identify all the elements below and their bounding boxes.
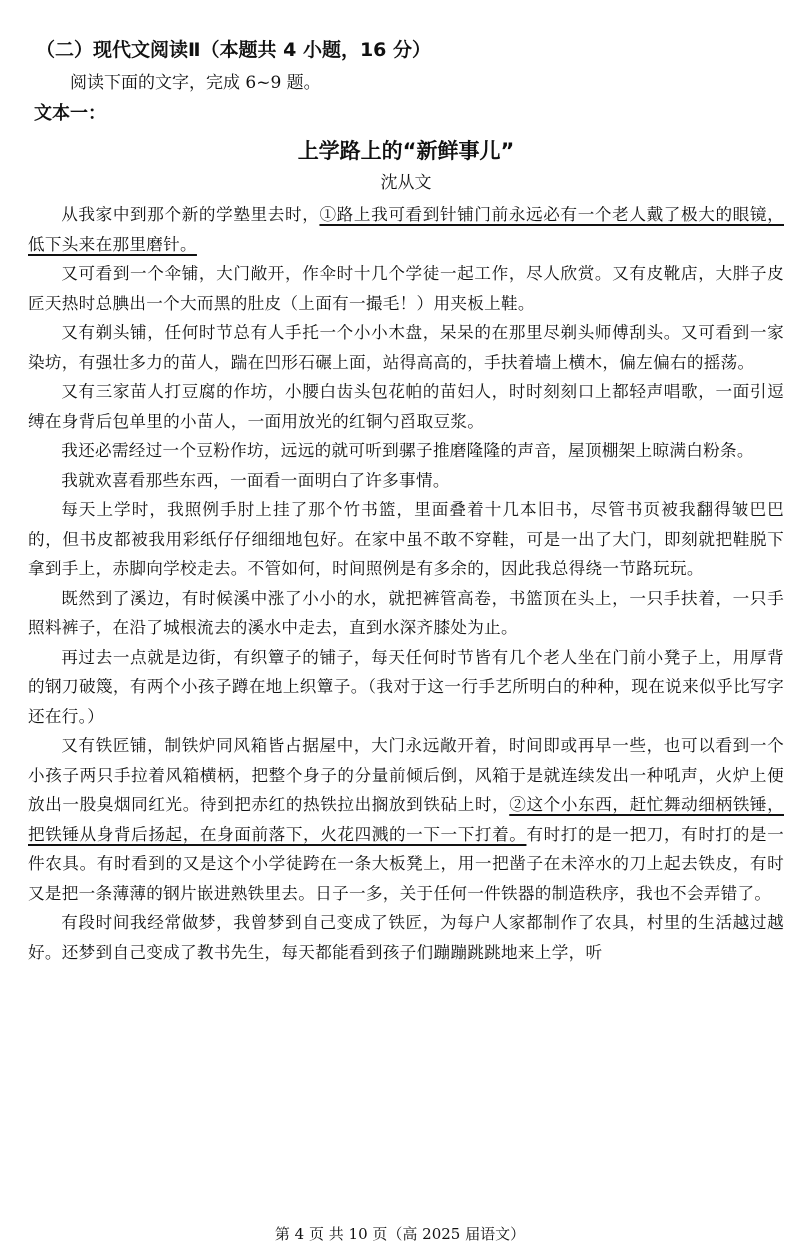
article-paragraph (28, 908, 784, 967)
article-paragraph (28, 495, 784, 584)
paragraph-text: 我就欢喜看那些东西，一面看一面明白了许多事情。 (61, 470, 450, 490)
article-paragraph (28, 377, 784, 436)
paragraph-text: 又可看到一个伞铺，大门敞开，作伞时十几个学徒一起工作，尽人欣赏。又有皮靴店，大胖子皮匠天热时总腆出一个大而黑的肚皮（上面有一撮毛！）用夹板上鞋。 (28, 264, 784, 313)
section-header: （二）现代文阅读Ⅱ（本题共 4 小题，16 分） (36, 39, 432, 61)
article-paragraph (28, 466, 784, 496)
paragraph-text: 有时打的是一把刀，有时打的是一件农具。有时看到的又是这个小学徒跨在一条大板凳上，用一把凿子在未淬水的刀上起去铁皮，有时又是把一条薄薄的钢片嵌进熟铁里去。日子一多，关于任何一件铁器的制造秩序，我也不会弄错了。 (28, 824, 784, 903)
article-paragraph (28, 643, 784, 732)
article-body (28, 200, 784, 967)
article-paragraph (28, 436, 784, 466)
article-paragraph (28, 318, 784, 377)
paragraph-text: 又有铁匠铺，制铁炉同风箱皆占据屋中，大门永远敞开着，时间即或再早一些，也可以看到一个小孩子两只手拉着风箱横柄，把整个身子的分量前倾后倒，风箱于是就连续发出一种吼声，火炉上便放出一股臭烟同红光。待到把赤红的热铁拉出搁放到铁砧上时， (28, 736, 784, 814)
underlined-sentence: ②这个小东西，赶忙舞动细柄铁锤，把铁锤从身背后扬起，在身面前落下，火花四溅的一下一下打着。 (28, 795, 784, 844)
article-paragraph (28, 259, 784, 318)
article-title: 上学路上的“新鲜事儿” (297, 139, 515, 163)
reading-instruction: 阅读下面的文字，完成 6~9 题。 (70, 73, 321, 93)
page-footer: 第 4 页 共 10 页（高 2025 届语文） (274, 1225, 526, 1243)
text-one-label: 文本一： (34, 103, 106, 124)
paragraph-text: 每天上学时，我照例手肘上挂了那个竹书篮，里面叠着十几本旧书，尽管书页被我翻得皱巴巴的，但书皮都被我用彩纸仔仔细细地包好。在家中虽不敢不穿鞋，可是一出了大门，即刻就把鞋脱下拿到手上，赤脚向学校走去。不管如何，时间照例是有多余的，因此我总得绕一节路玩玩。 (28, 500, 784, 578)
article-paragraph (28, 584, 784, 643)
paragraph-text: 又有剃头铺，任何时节总有人手托一个小小木盘，呆呆的在那里尽剃头师傅刮头。又可看到一家染坊，有强壮多力的苗人，踹在凹形石碾上面，站得高高的，手扶着墙上横木，偏左偏右的摇荡。 (28, 323, 784, 372)
paragraph-text: 既然到了溪边，有时候溪中涨了小小的水，就把裤管高卷，书篮顶在头上，一只手扶着，一只手照料裤子，在沿了城根流去的溪水中走去，直到水深齐膝处为止。 (28, 588, 784, 637)
paragraph-text: 我还必需经过一个豆粉作坊，远远的就可听到骡子推磨隆隆的声音，屋顶棚架上晾满白粉条。 (61, 441, 754, 460)
article-paragraph (28, 731, 784, 908)
article-paragraph (28, 200, 784, 259)
paragraph-text: 从我家中到那个新的学塾里去时， (61, 205, 320, 224)
paragraph-text: 有段时间我经常做梦，我曾梦到自己变成了铁匠，为每户人家都制作了农具，村里的生活越过越好。还梦到自己变成了教书先生，每天都能看到孩子们蹦蹦跳跳地来上学，听 (28, 913, 784, 962)
underlined-sentence: ①路上我可看到针铺门前永远必有一个老人戴了极大的眼镜，低下头来在那里磨针。 (28, 205, 784, 254)
paragraph-text: 再过去一点就是边街，有织簟子的铺子，每天任何时节皆有几个老人坐在门前小凳子上，用厚背的钢刀破篾，有两个小孩子蹲在地上织簟子。（我对于这一行手艺所明白的种种，现在说来似乎比写字还在行。） (28, 647, 784, 726)
article-author: 沈从文 (380, 173, 432, 193)
paragraph-text: 又有三家苗人打豆腐的作坊，小腰白齿头包花帕的苗妇人，时时刻刻口上都轻声唱歌，一面引逗缚在身背后包单里的小苗人，一面用放光的红铜勺舀取豆浆。 (28, 382, 784, 431)
